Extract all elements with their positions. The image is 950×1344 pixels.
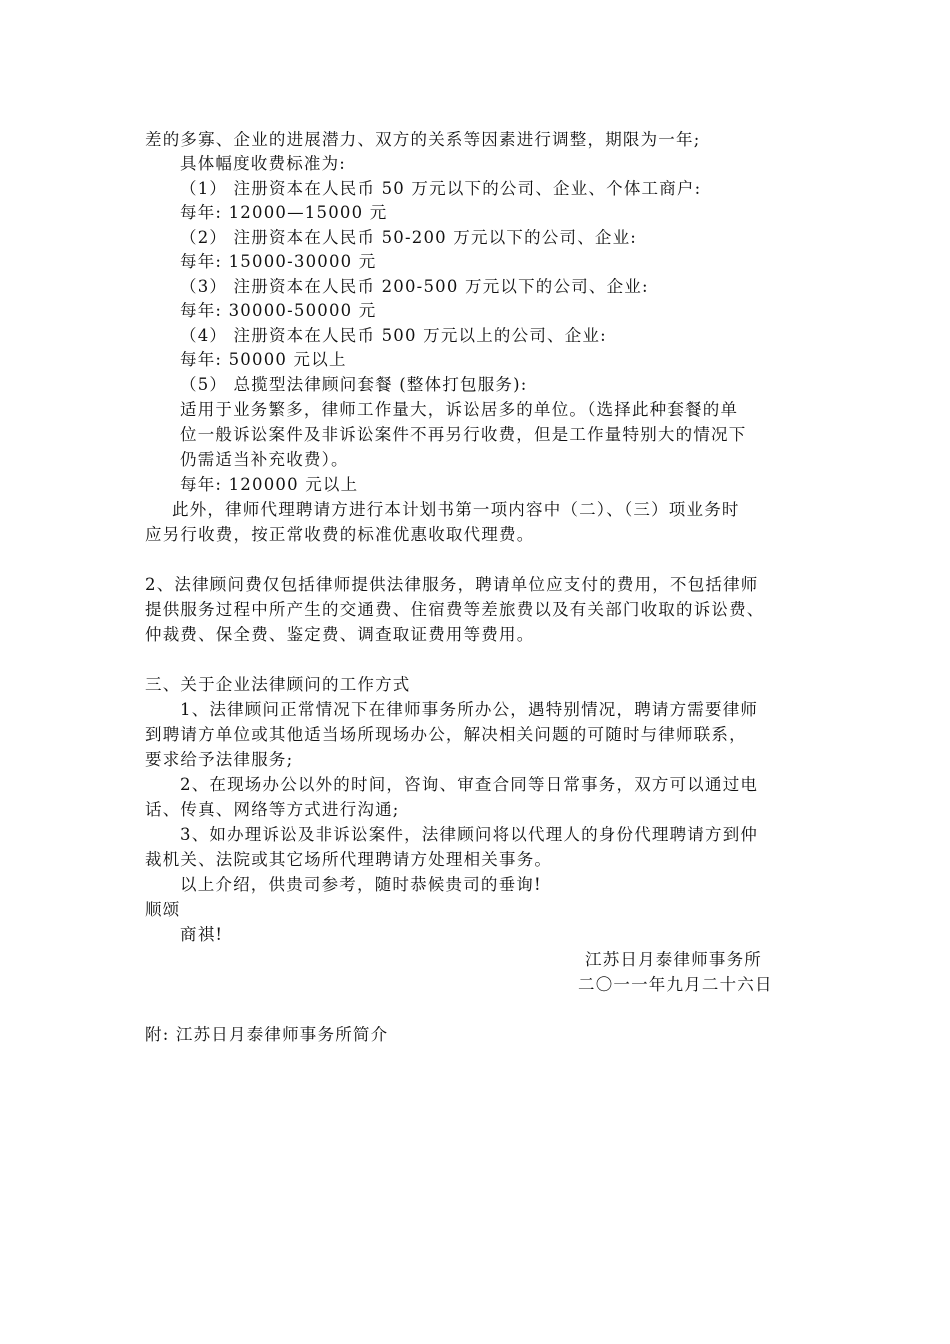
text-line: 提供服务过程中所产生的交通费、住宿费等差旅费以及有关部门收取的诉讼费、 [145, 600, 765, 619]
text-line: 2、法律顾问费仅包括律师提供法律服务，聘请单位应支付的费用，不包括律师 [145, 575, 759, 594]
text-line: 应另行收费，按正常收费的标准优惠收取代理费。 [145, 525, 535, 544]
text-line: 到聘请方单位或其他适当场所现场办公，解决相关问题的可随时与律师联系， [145, 725, 747, 744]
attachment-note: 附: 江苏日月泰律师事务所简介 [145, 1025, 389, 1044]
text-line: 仲裁费、保全费、鉴定费、调查取证费用等费用。 [145, 625, 535, 644]
text-line: 位一般诉讼案件及非诉讼案件不再另行收费，但是工作量特别大的情况下 [180, 425, 747, 444]
text-line: 裁机关、法院或其它场所代理聘请方处理相关事务。 [145, 850, 553, 869]
text-line: 1、法律顾问正常情况下在律师事务所办公，遇特别情况，聘请方需要律师 [180, 700, 759, 719]
text-line: （4） 注册资本在人民币 500 万元以上的公司、企业: [180, 326, 607, 345]
text-line: 每年: 120000 元以上 [180, 475, 359, 494]
text-line: 每年: 30000-50000 元 [180, 301, 377, 320]
text-line: 2、在现场办公以外的时间，咨询、审查合同等日常事务，双方可以通过电 [180, 775, 759, 794]
text-line: 3、如办理诉讼及非诉讼案件，法律顾问将以代理人的身份代理聘请方到仲 [180, 825, 759, 844]
closing-regards: 商祺! [180, 925, 224, 944]
text-line: 差的多寡、企业的进展潜力、双方的关系等因素进行调整，期限为一年; [145, 130, 701, 149]
text-line: （5） 总揽型法律顾问套餐 (整体打包服务): [180, 375, 528, 394]
text-line: 以上介绍，供贵司参考，随时恭候贵司的垂询! [180, 875, 542, 894]
section-heading: 三、关于企业法律顾问的工作方式 [145, 675, 411, 694]
text-line: （2） 注册资本在人民币 50-200 万元以下的公司、企业: [180, 228, 638, 247]
text-line: 具体幅度收费标准为: [180, 154, 347, 173]
text-line: 每年: 15000-30000 元 [180, 252, 377, 271]
text-line: 此外，律师代理聘请方进行本计划书第一项内容中（二）、（三）项业务时 [172, 500, 740, 519]
text-line: 每年: 12000—15000 元 [180, 203, 388, 222]
signature-date: 二〇一一年九月二十六日 [578, 975, 773, 994]
closing-salutation: 顺颂 [145, 900, 181, 919]
text-line: 仍需适当补充收费）。 [180, 450, 349, 469]
text-line: 要求给予法律服务; [145, 750, 294, 769]
text-line: 适用于业务繁多，律师工作量大，诉讼居多的单位。（选择此种套餐的单 [180, 400, 739, 419]
text-line: 话、传真、网络等方式进行沟通; [145, 800, 400, 819]
text-line: （1） 注册资本在人民币 50 万元以下的公司、企业、个体工商户: [180, 179, 702, 198]
text-line: 每年: 50000 元以上 [180, 350, 347, 369]
text-line: （3） 注册资本在人民币 200-500 万元以下的公司、企业: [180, 277, 649, 296]
signature-firm: 江苏日月泰律师事务所 [585, 950, 762, 969]
